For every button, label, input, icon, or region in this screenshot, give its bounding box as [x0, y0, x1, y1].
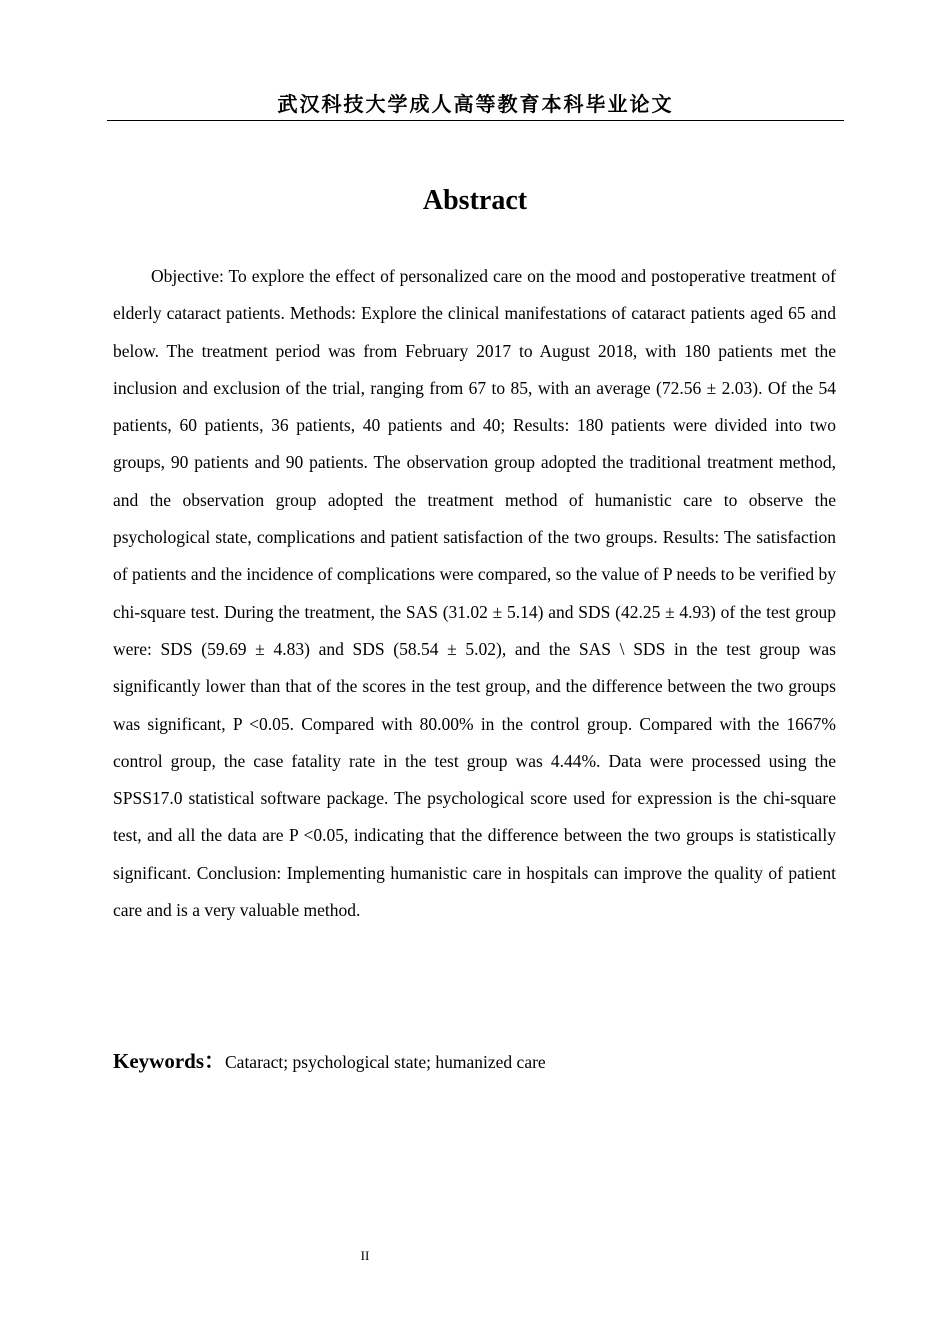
running-header-title: 武汉科技大学成人高等教育本科毕业论文 — [277, 92, 674, 116]
keywords-line — [113, 1043, 836, 1082]
keywords-value: Cataract; psychological state; humanized care — [225, 1052, 546, 1072]
page-number: II — [360, 1248, 370, 1263]
abstract-title: Abstract — [422, 185, 528, 216]
header-divider — [107, 120, 844, 121]
keywords-label: Keywords： — [113, 1049, 225, 1073]
abstract-body-paragraph: Objective: To explore the effect of personalized care on the mood and postoperative treatment of elderly cataract patients. Methods: Explore the clinical manifestations of cataract patients aged 65 and below. The treatment period was from February 2017 to August 2018, with 180 patients met the inclusion and exclusion of the trial, ranging from 67 to 85, with an average (72.56 ± 2.03). Of the 54 patients, 60 patients, 36 patients, 40 patients and 40; Results: 180 patients were divided into two groups, 90 patients and 90 patients. The observation group adopted the traditional treatment method, and the observation group adopted the treatment method of humanistic care to observe the psychological state, complications and patient satisfaction of the two groups. Results: The satisfaction of patients and the incidence of complications were compared, so the value of P needs to be verified by chi-square test. During the treatment, the SAS (31.02 ± 5.14) and SDS (42.25 ± 4.93) of the test group were: SDS (59.69 ± 4.83) and SDS (58.54 ± 5.02), and the SAS \ SDS in the test group was significantly lower than that of the scores in the test group, and the difference between the two groups was significant, P <0.05. Compared with 80.00% in the control group. Compared with the 1667% control group, the case fatality rate in the test group was 4.44%. Data were processed using the SPSS17.0 statistical software package. The psychological score used for expression is the chi-square test, and all the data are P <0.05, indicating that the difference between the two groups is statistically significant. Conclusion: Implementing humanistic care in hospitals can improve the quality of patient care and is a very valuable method. — [113, 266, 836, 921]
